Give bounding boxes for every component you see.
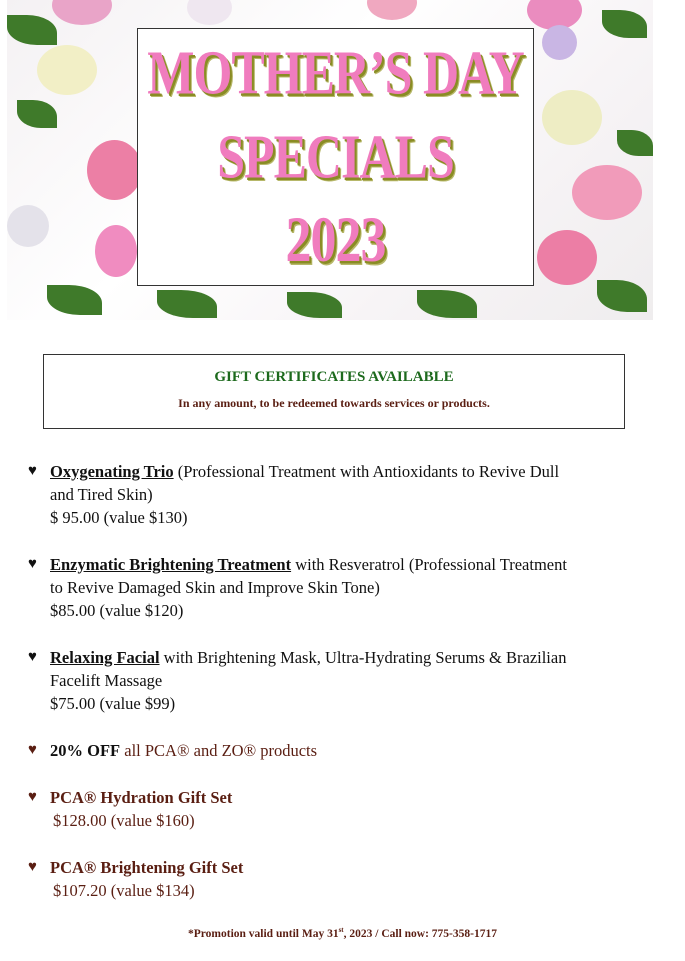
leaf-decoration (417, 290, 477, 318)
leaf-decoration (597, 280, 647, 312)
heart-icon: ♥ (28, 742, 37, 758)
special-description-cont: and Tired Skin) (50, 485, 153, 504)
special-price: $ 95.00 (value $130) (50, 508, 188, 527)
heart-icon: ♥ (28, 649, 37, 665)
leaf-decoration (157, 290, 217, 318)
title-line-3: 2023 (285, 204, 386, 276)
title-line-1: MOTHER’S DAY (147, 37, 524, 107)
special-price: $107.20 (value $134) (53, 881, 195, 900)
rose-decoration (367, 0, 417, 20)
footer-contact: , 2023 / Call now: 775-358-1717 (343, 927, 497, 940)
special-price: $75.00 (value $99) (50, 694, 176, 713)
specials-list (28, 460, 678, 902)
title-box (137, 28, 534, 286)
heart-icon: ♥ (28, 789, 37, 805)
pink-rose-decoration (537, 230, 597, 285)
special-item (28, 786, 678, 832)
special-item (28, 856, 678, 902)
special-description: with Brightening Mask, Ultra-Hydrating Serums & Brazilian (159, 648, 567, 667)
leaf-decoration (7, 15, 57, 45)
purple-flower-decoration (542, 25, 577, 60)
special-name: Relaxing Facial (50, 648, 160, 667)
floral-banner (7, 0, 653, 320)
heart-icon: ♥ (28, 859, 37, 875)
special-price: $85.00 (value $120) (50, 601, 184, 620)
special-item (28, 646, 678, 715)
gift-certificate-box (43, 354, 625, 429)
special-name: Enzymatic Brightening Treatment (50, 555, 292, 574)
leaf-decoration (617, 130, 653, 156)
special-description: with Resveratrol (Professional Treatment (291, 555, 567, 574)
gift-certificate-subtitle: In any amount, to be redeemed towards services or products. (178, 396, 490, 410)
white-flower-decoration (7, 205, 49, 247)
yellow-rose-decoration (542, 90, 602, 145)
discount-label: 20% OFF (50, 741, 121, 760)
special-price: $128.00 (value $160) (53, 811, 195, 830)
heart-icon: ♥ (28, 463, 37, 479)
special-name: PCA® Hydration Gift Set (50, 788, 233, 807)
promotion-footer (0, 926, 685, 940)
special-description: (Professional Treatment with Antioxidants to Revive Dull (173, 462, 560, 481)
title-line-2: SPECIALS (217, 121, 454, 191)
discount-description: all PCA® and ZO® products (120, 741, 318, 760)
footer-text: *Promotion valid until May 31 (188, 927, 339, 940)
special-item (28, 460, 678, 529)
pink-rose-decoration (87, 140, 142, 200)
pink-rose-decoration (572, 165, 642, 220)
leaf-decoration (47, 285, 102, 315)
footer-superscript: st (338, 926, 344, 934)
pink-flower-decoration (95, 225, 137, 277)
special-item (28, 553, 678, 622)
leaf-decoration (602, 10, 647, 38)
special-description-cont: to Revive Damaged Skin and Improve Skin Tone) (50, 578, 380, 597)
special-item (28, 739, 678, 762)
leaf-decoration (287, 292, 342, 318)
special-description-cont: Facelift Massage (50, 671, 163, 690)
gift-certificate-title: GIFT CERTIFICATES AVAILABLE (214, 369, 454, 385)
white-flower-decoration (187, 0, 232, 25)
heart-icon: ♥ (28, 556, 37, 572)
leaf-decoration (17, 100, 57, 128)
special-name: PCA® Brightening Gift Set (50, 858, 244, 877)
yellow-rose-decoration (37, 45, 97, 95)
pink-flower-decoration (52, 0, 112, 25)
special-name: Oxygenating Trio (50, 462, 174, 481)
